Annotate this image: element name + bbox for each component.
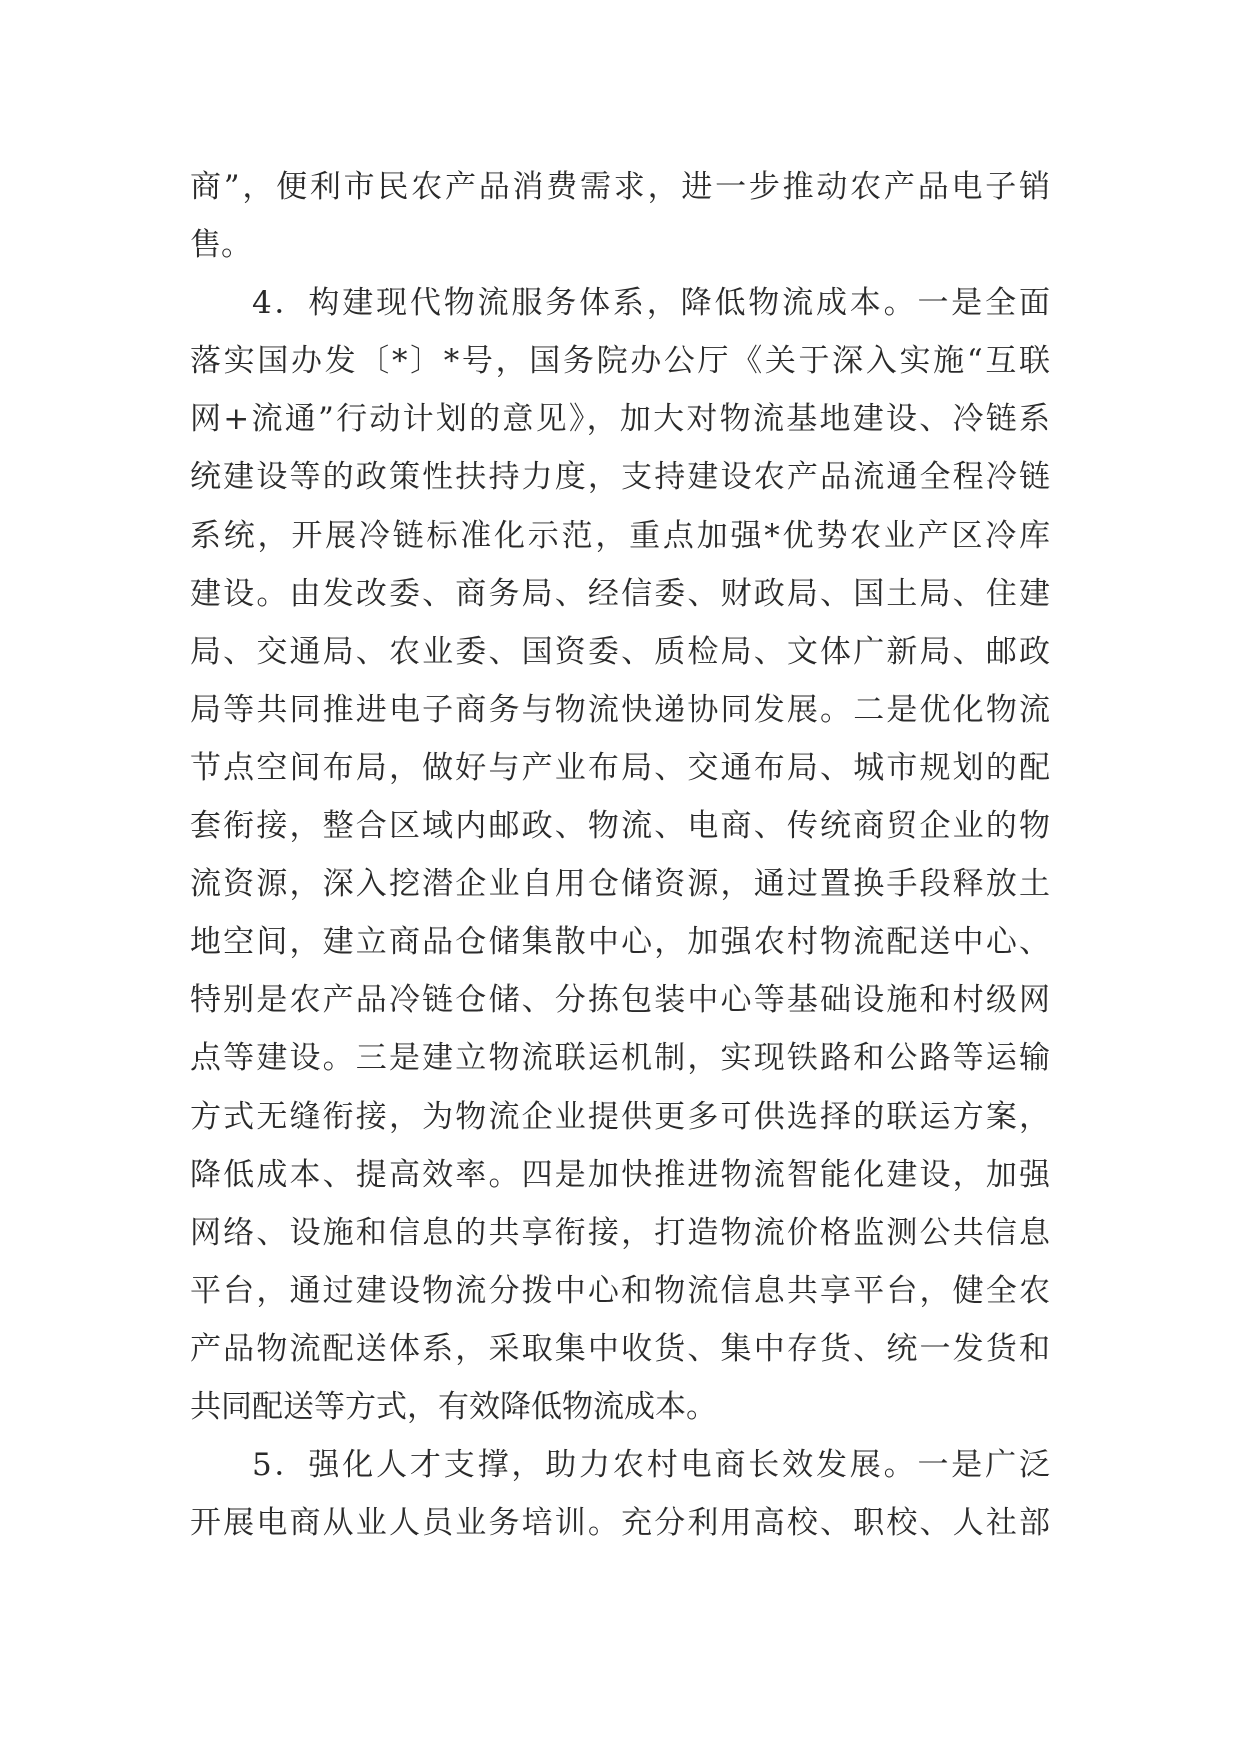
text-line: 建设。由发改委、商务局、经信委、财政局、国土局、住建	[190, 575, 1050, 612]
text-line: 节点空间布局，做好与产业布局、交通布局、城市规划的配	[190, 749, 1050, 786]
text-line: 方式无缝衔接，为物流企业提供更多可供选择的联运方案，	[190, 1098, 1050, 1135]
text-line: 网+流通”行动计划的意见》，加大对物流基地建设、冷链系	[190, 401, 1050, 438]
paragraph-start-line: 5．强化人才支撑，助力农村电商长效发展。一是广泛	[252, 1447, 1050, 1484]
text-line: 平台，通过建设物流分拨中心和物流信息共享平台，健全农	[190, 1272, 1050, 1309]
text-line: 商”，便利市民农产品消费需求，进一步推动农产品电子销	[190, 169, 1050, 205]
text-line: 统建设等的政策性扶持力度，支持建设农产品流通全程冷链	[190, 459, 1050, 496]
text-line: 售。	[190, 227, 252, 264]
text-line: 流资源，深入挖潜企业自用仓储资源，通过置换手段释放土	[190, 866, 1050, 903]
text-line: 特别是农产品冷链仓储、分拣包装中心等基础设施和村级网	[190, 982, 1050, 1019]
text-line: 落实国办发〔*〕*号，国务院办公厅《关于深入实施“互联	[190, 343, 1050, 380]
text-line: 降低成本、提高效率。四是加快推进物流智能化建设，加强	[190, 1156, 1050, 1193]
text-line: 局、交通局、农业委、国资委、质检局、文体广新局、邮政	[190, 633, 1050, 670]
text-line: 网络、设施和信息的共享衔接，打造物流价格监测公共信息	[190, 1214, 1050, 1251]
text-line: 地空间，建立商品仓储集散中心，加强农村物流配送中心、	[190, 924, 1050, 961]
text-line: 系统，开展冷链标准化示范，重点加强*优势农业产区冷库	[190, 517, 1050, 554]
text-line: 产品物流配送体系，采取集中收货、集中存货、统一发货和	[190, 1330, 1050, 1367]
document-body	[190, 158, 1050, 1552]
paragraph-start-line: 4．构建现代物流服务体系，降低物流成本。一是全面	[252, 285, 1050, 322]
text-line: 点等建设。三是建立物流联运机制，实现铁路和公路等运输	[190, 1040, 1050, 1077]
text-line: 共同配送等方式，有效降低物流成本。	[190, 1388, 717, 1425]
text-line: 开展电商从业人员业务培训。充分利用高校、职校、人社部	[190, 1505, 1050, 1542]
text-line: 局等共同推进电子商务与物流快递协同发展。二是优化物流	[190, 691, 1050, 728]
text-line: 套衔接，整合区域内邮政、物流、电商、传统商贸企业的物	[190, 808, 1050, 845]
